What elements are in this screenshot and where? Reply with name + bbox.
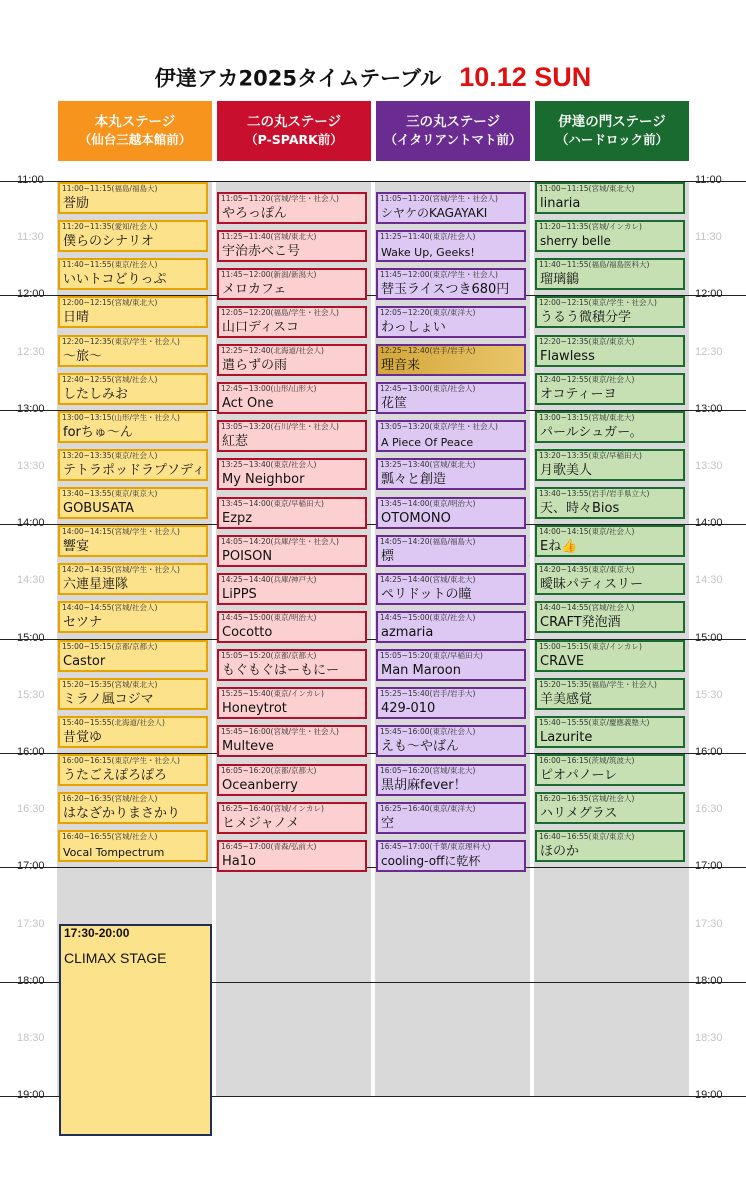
- slot-time: 11:05~11:20(宮城/学生・社会人): [380, 194, 498, 203]
- stage-name: 本丸ステージ: [94, 114, 176, 130]
- slot-time: 11:40~11:55(東京/社会人): [62, 260, 158, 269]
- slot-time: 11:00~11:15(宮城/東北大): [539, 184, 635, 193]
- slot-name: 理音来: [381, 358, 421, 373]
- time-label-left: 17:30: [17, 918, 45, 930]
- performance-slot[interactable]: [58, 373, 208, 405]
- slot-name: 空: [381, 816, 395, 831]
- slot-time: 16:45~17:00(千葉/東京理科大): [380, 842, 491, 851]
- slot-time: 16:45~17:00(青森/弘前大): [221, 842, 317, 851]
- slot-time: 12:05~12:20(東京/東洋大): [380, 308, 476, 317]
- performance-slot[interactable]: [535, 754, 685, 786]
- performance-slot[interactable]: [217, 611, 367, 643]
- slot-time: 13:05~13:20(東京/学生・社会人): [380, 422, 498, 431]
- time-label-right: 11:00: [695, 174, 722, 186]
- slot-name: 瑠璃鶲: [540, 272, 580, 287]
- performance-slot[interactable]: [58, 525, 208, 557]
- performance-slot[interactable]: [58, 754, 208, 786]
- slot-time: 12:20~12:35(東京/東京大): [539, 337, 635, 346]
- slot-time: 15:40~15:55(北海道/社会人): [62, 718, 165, 727]
- performance-slot[interactable]: [535, 830, 685, 862]
- slot-name: CRΔVE: [540, 654, 585, 669]
- performance-slot[interactable]: [376, 687, 526, 719]
- performance-slot[interactable]: [217, 573, 367, 605]
- slot-name: LiPPS: [222, 587, 257, 602]
- performance-slot[interactable]: [217, 268, 367, 300]
- slot-time: 13:40~13:55(岩手/岩手県立大): [539, 489, 650, 498]
- slot-time: 16:05~16:20(宮城/東北大): [380, 766, 476, 775]
- time-label-left: 18:00: [17, 975, 45, 987]
- performance-slot[interactable]: [58, 182, 208, 214]
- performance-slot[interactable]: [535, 296, 685, 328]
- time-label-right: 16:30: [695, 803, 723, 815]
- slot-name: ミラノ風コジマ: [63, 692, 154, 707]
- slot-time: 16:40~16:55(東京/東京大): [539, 832, 635, 841]
- stage-location: （仙台三越本館前）: [78, 132, 192, 147]
- performance-slot[interactable]: [58, 335, 208, 367]
- time-label-right: 17:00: [695, 860, 723, 872]
- slot-name: azmaria: [381, 625, 434, 640]
- slot-time: 12:20~12:35(東京/学生・社会人): [62, 337, 180, 346]
- slot-name: Castor: [63, 654, 106, 669]
- climax-stage-slot[interactable]: [59, 924, 212, 1136]
- slot-time: 14:00~14:15(宮城/学生・社会人): [62, 527, 180, 536]
- time-label-right: 12:00: [695, 288, 723, 300]
- slot-time: 13:25~13:40(東京/社会人): [221, 460, 317, 469]
- time-label-left: 17:00: [17, 860, 45, 872]
- time-label-right: 13:00: [695, 403, 723, 415]
- performance-slot[interactable]: [376, 535, 526, 567]
- slot-time: 13:45~14:00(東京/明治大): [380, 499, 476, 508]
- performance-slot[interactable]: [217, 497, 367, 529]
- slot-time: 14:05~14:20(兵庫/学生・社会人): [221, 537, 339, 546]
- slot-time: 14:20~14:35(東京/東京大): [539, 565, 635, 574]
- slot-name: 山口ディスコ: [222, 320, 299, 335]
- slot-time: 16:20~16:35(宮城/社会人): [62, 794, 158, 803]
- slot-time: 13:00~13:15(山形/学生・社会人): [62, 413, 180, 422]
- slot-name: Oceanberry: [222, 778, 298, 793]
- slot-time: 13:45~14:00(東京/早稲田大): [221, 499, 324, 508]
- stage-name: 三の丸ステージ: [406, 114, 500, 130]
- climax-time: 17:30-20:00: [64, 926, 130, 940]
- slot-name: 曖昧パティスリー: [540, 577, 643, 592]
- slot-time: 11:05~11:20(宮城/学生・社会人): [221, 194, 339, 203]
- slot-name: Lazurite: [540, 730, 593, 745]
- performance-slot[interactable]: [217, 535, 367, 567]
- slot-name: Eね👍: [540, 539, 578, 554]
- slot-name: はなざかりまさかり: [63, 806, 181, 821]
- time-label-left: 15:00: [17, 632, 45, 644]
- performance-slot[interactable]: [376, 725, 526, 757]
- performance-slot[interactable]: [217, 764, 367, 796]
- performance-slot[interactable]: [535, 258, 685, 290]
- performance-slot[interactable]: [58, 830, 208, 862]
- slot-time: 14:20~14:35(宮城/学生・社会人): [62, 565, 180, 574]
- slot-name: ハリメグラス: [540, 806, 618, 821]
- slot-time: 13:20~13:35(東京/社会人): [62, 451, 158, 460]
- performance-slot[interactable]: [535, 487, 685, 519]
- stage-name: 二の丸ステージ: [247, 114, 341, 130]
- slot-name: Man Maroon: [381, 663, 461, 678]
- slot-name: OTOMONO: [381, 511, 451, 526]
- time-label-right: 19:00: [695, 1089, 723, 1101]
- slot-time: 16:00~16:15(茨城/筑波大): [539, 756, 635, 765]
- slot-time: 12:25~12:40(北海道/社会人): [221, 346, 324, 355]
- time-label-left: 11:00: [17, 174, 44, 186]
- performance-slot[interactable]: [535, 182, 685, 214]
- time-label-left: 14:00: [17, 517, 45, 529]
- slot-name: sherry belle: [540, 234, 611, 248]
- time-label-right: 12:30: [695, 346, 723, 358]
- performance-slot[interactable]: [535, 716, 685, 748]
- performance-slot[interactable]: [217, 306, 367, 338]
- performance-slot[interactable]: [376, 230, 526, 262]
- slot-time: 11:25~11:40(東京/社会人): [380, 232, 476, 241]
- time-label-right: 14:30: [695, 574, 723, 586]
- performance-slot[interactable]: [217, 802, 367, 834]
- slot-name: forちゅ～ん: [63, 425, 133, 440]
- performance-slot[interactable]: [58, 449, 208, 481]
- time-label-left: 16:00: [17, 746, 45, 758]
- slot-name: わっしょい: [381, 320, 446, 335]
- slot-time: 14:45~15:00(東京/社会人): [380, 613, 476, 622]
- slot-time: 15:00~15:15(京都/京都大): [62, 642, 158, 651]
- performance-slot[interactable]: [58, 411, 208, 443]
- slot-time: 13:05~13:20(石川/学生・社会人): [221, 422, 339, 431]
- slot-time: 12:25~12:40(岩手/岩手大): [380, 346, 476, 355]
- slot-time: 16:20~16:35(宮城/社会人): [539, 794, 635, 803]
- performance-slot[interactable]: [535, 601, 685, 633]
- slot-name: 黒胡麻fever！: [381, 778, 467, 793]
- slot-name: うるう微積分学: [540, 310, 632, 325]
- slot-name: Vocal Tompectrum: [63, 846, 165, 859]
- slot-name: 六連星連隊: [63, 577, 129, 592]
- performance-slot[interactable]: [376, 382, 526, 414]
- time-label-left: 14:30: [17, 574, 45, 586]
- slot-name: 響宴: [63, 539, 90, 554]
- slot-name: Ha1o: [222, 854, 256, 869]
- slot-time: 15:25~15:40(岩手/岩手大): [380, 689, 476, 698]
- time-label-right: 18:30: [695, 1032, 723, 1044]
- performance-slot[interactable]: [376, 420, 526, 452]
- performance-slot[interactable]: [376, 573, 526, 605]
- slot-name: もぐもぐはーもにー: [222, 663, 340, 678]
- performance-slot[interactable]: [217, 458, 367, 490]
- slot-time: 15:45~16:00(東京/社会人): [380, 727, 476, 736]
- slot-time: 11:20~11:35(宮城/インカレ): [539, 222, 642, 231]
- performance-slot[interactable]: [58, 220, 208, 252]
- slot-time: 14:05~14:20(福島/福島大): [380, 537, 476, 546]
- slot-time: 12:45~13:00(東京/社会人): [380, 384, 476, 393]
- performance-slot[interactable]: [535, 411, 685, 443]
- performance-slot[interactable]: [376, 192, 526, 224]
- stage-header: [376, 101, 530, 161]
- performance-slot[interactable]: [535, 373, 685, 405]
- slot-time: 13:25~13:40(宮城/東北大): [380, 460, 476, 469]
- performance-slot[interactable]: [376, 268, 526, 300]
- slot-name: 宇治赤べこ号: [222, 244, 301, 259]
- slot-name: 僕らのシナリオ: [63, 234, 154, 249]
- slot-name: A Piece Of Peace: [381, 436, 474, 449]
- performance-slot[interactable]: [535, 678, 685, 710]
- slot-name: したしみお: [63, 387, 129, 402]
- slot-name: Multeve: [222, 739, 274, 754]
- performance-slot[interactable]: [217, 230, 367, 262]
- time-label-left: 15:30: [17, 689, 45, 701]
- time-label-right: 15:30: [695, 689, 723, 701]
- performance-slot[interactable]: [535, 792, 685, 824]
- slot-name: cooling-offに乾杯: [381, 854, 481, 868]
- performance-slot[interactable]: [376, 802, 526, 834]
- time-label-left: 16:30: [17, 803, 45, 815]
- stage-header: [58, 101, 212, 161]
- time-label-left: 11:30: [17, 231, 44, 243]
- slot-time: 13:40~13:55(東京/東京大): [62, 489, 158, 498]
- slot-name: Honeytrot: [222, 701, 287, 716]
- slot-name: Flawless: [540, 349, 595, 364]
- performance-slot[interactable]: [58, 792, 208, 824]
- time-label-left: 18:30: [17, 1032, 45, 1044]
- slot-time: 12:05~12:20(福島/学生・社会人): [221, 308, 339, 317]
- performance-slot[interactable]: [58, 296, 208, 328]
- stage-header: [535, 101, 689, 161]
- slot-name: 日晴: [63, 310, 90, 325]
- performance-slot[interactable]: [58, 716, 208, 748]
- climax-name: CLIMAX STAGE: [64, 950, 167, 966]
- hour-line: [0, 867, 746, 868]
- time-label-right: 13:30: [695, 460, 723, 472]
- slot-time: 12:00~12:15(宮城/東北大): [62, 298, 158, 307]
- stage-location: （P-SPARK前）: [245, 132, 343, 147]
- stage-header: [217, 101, 371, 161]
- time-label-left: 12:30: [17, 346, 45, 358]
- slot-name: ペリドットの瞳: [381, 587, 472, 602]
- slot-name: Act One: [222, 396, 274, 411]
- slot-name: 429-010: [381, 701, 436, 716]
- time-label-left: 13:00: [17, 403, 45, 415]
- slot-time: 16:05~16:20(京都/京都大): [221, 766, 317, 775]
- slot-name: 標: [381, 549, 395, 564]
- slot-name: POISON: [222, 549, 273, 564]
- performance-slot[interactable]: [376, 497, 526, 529]
- performance-slot[interactable]: [58, 487, 208, 519]
- slot-name: いいトコどりっぷ: [63, 272, 167, 287]
- slot-time: 14:40~14:55(宮城/社会人): [62, 603, 158, 612]
- slot-time: 14:25~14:40(兵庫/神戸大): [221, 575, 317, 584]
- performance-slot[interactable]: [217, 382, 367, 414]
- slot-time: 12:45~13:00(山形/山形大): [221, 384, 317, 393]
- slot-time: 14:40~14:55(宮城/社会人): [539, 603, 635, 612]
- slot-name: 替玉ライスつき680円: [381, 282, 510, 297]
- slot-time: 15:40~15:55(東京/慶應義塾大): [539, 718, 650, 727]
- slot-name: 天、時々Bios: [540, 501, 620, 516]
- slot-name: Wake Up, Geeks!: [381, 246, 475, 259]
- slot-name: CRAFT発泡酒: [540, 615, 621, 630]
- slot-name: えも～やばん: [381, 739, 460, 754]
- performance-slot[interactable]: [58, 563, 208, 595]
- slot-name: 紅惹: [222, 434, 249, 449]
- slot-name: メロカフェ: [222, 282, 287, 297]
- performance-slot[interactable]: [535, 220, 685, 252]
- slot-name: GOBUSATA: [63, 501, 134, 516]
- time-label-right: 11:30: [695, 231, 722, 243]
- performance-slot[interactable]: [535, 563, 685, 595]
- slot-name: シヤケのKAGAYAKI: [381, 206, 488, 220]
- performance-slot[interactable]: [535, 640, 685, 672]
- slot-time: 16:25~16:40(東京/東洋大): [380, 804, 476, 813]
- performance-slot[interactable]: [217, 420, 367, 452]
- slot-time: 12:00~12:15(東京/学生・社会人): [539, 298, 657, 307]
- slot-name: 月歌美人: [540, 463, 593, 478]
- stage-name: 伊達の門ステージ: [558, 114, 666, 130]
- slot-time: 15:05~15:20(東京/早稲田大): [380, 651, 483, 660]
- slot-name: 羊美感覚: [540, 692, 593, 707]
- performance-slot[interactable]: [535, 335, 685, 367]
- slot-time: 16:25~16:40(宮城/インカレ): [221, 804, 324, 813]
- performance-slot[interactable]: [376, 649, 526, 681]
- slot-time: 15:25~15:40(東京/インカレ): [221, 689, 324, 698]
- slot-time: 11:45~12:00(東京/学生・社会人): [380, 270, 498, 279]
- performance-slot[interactable]: [376, 611, 526, 643]
- performance-slot[interactable]: [58, 640, 208, 672]
- performance-slot[interactable]: [217, 725, 367, 757]
- slot-name: セツナ: [63, 615, 103, 630]
- title-date: 10.12 SUN: [459, 62, 592, 92]
- time-label-right: 14:00: [695, 517, 723, 529]
- slot-time: 14:45~15:00(東京/明治大): [221, 613, 317, 622]
- slot-name: やろっぽん: [222, 206, 288, 221]
- performance-slot[interactable]: [535, 449, 685, 481]
- performance-slot[interactable]: [217, 344, 367, 376]
- performance-slot[interactable]: [217, 192, 367, 224]
- time-label-left: 12:00: [17, 288, 45, 300]
- performance-slot[interactable]: [535, 525, 685, 557]
- time-label-right: 16:00: [695, 746, 723, 758]
- performance-slot[interactable]: [376, 840, 526, 872]
- slot-time: 13:20~13:35(東京/早稲田大): [539, 451, 642, 460]
- slot-time: 16:40~16:55(宮城/社会人): [62, 832, 158, 841]
- performance-slot[interactable]: [376, 344, 526, 376]
- slot-name: 瓢々と創造: [381, 472, 447, 487]
- title-main: 伊達アカ2025タイムテーブル: [154, 66, 442, 91]
- slot-time: 15:45~16:00(宮城/学生・社会人): [221, 727, 339, 736]
- slot-name: ～旅～: [63, 349, 103, 364]
- slot-time: 15:20~15:35(福島/学生・社会人): [539, 680, 657, 689]
- slot-name: パールシュガー。: [540, 425, 643, 440]
- time-label-left: 13:30: [17, 460, 45, 472]
- slot-time: 11:20~11:35(愛知/社会人): [62, 222, 158, 231]
- slot-time: 14:25~14:40(宮城/東北大): [380, 575, 476, 584]
- slot-name: 遣らずの雨: [222, 358, 288, 373]
- stage-location: （イタリアントマト前）: [384, 132, 522, 147]
- slot-time: 16:00~16:15(東京/学生・社会人): [62, 756, 180, 765]
- slot-name: 昔覚ゆ: [63, 730, 103, 745]
- slot-name: 花筐: [381, 396, 408, 411]
- slot-time: 11:45~12:00(新潟/新潟大): [221, 270, 317, 279]
- slot-name: Ezpz: [222, 511, 253, 526]
- slot-time: 15:05~15:20(京都/京都大): [221, 651, 317, 660]
- slot-name: テトラポッドラプソディ: [63, 463, 205, 478]
- performance-slot[interactable]: [58, 258, 208, 290]
- performance-slot[interactable]: [376, 306, 526, 338]
- slot-time: 15:20~15:35(宮城/東北大): [62, 680, 158, 689]
- performance-slot[interactable]: [376, 764, 526, 796]
- slot-time: 11:40~11:55(福島/福島医科大): [539, 260, 650, 269]
- slot-name: オコティーヨ: [540, 387, 617, 402]
- slot-name: ヒメジャノメ: [222, 816, 300, 831]
- slot-name: Cocotto: [222, 625, 273, 640]
- slot-time: 12:40~12:55(宮城/社会人): [62, 375, 158, 384]
- time-label-right: 15:00: [695, 632, 723, 644]
- slot-time: 12:40~12:55(東京/社会人): [539, 375, 635, 384]
- performance-slot[interactable]: [217, 649, 367, 681]
- slot-time: 11:00~11:15(福島/福島大): [62, 184, 158, 193]
- performance-slot[interactable]: [376, 458, 526, 490]
- slot-name: うたごえぽろぽろ: [63, 768, 168, 783]
- slot-name: linaria: [540, 196, 581, 211]
- stage-location: （ハードロック前）: [555, 132, 669, 147]
- performance-slot[interactable]: [58, 678, 208, 710]
- slot-name: 誉励: [63, 196, 90, 211]
- slot-time: 14:00~14:15(東京/社会人): [539, 527, 635, 536]
- performance-slot[interactable]: [217, 687, 367, 719]
- slot-time: 13:00~13:15(宮城/東北大): [539, 413, 635, 422]
- slot-name: ピオパノーレ: [540, 768, 618, 783]
- slot-name: My Neighbor: [222, 472, 305, 487]
- time-label-right: 18:00: [695, 975, 723, 987]
- time-label-right: 17:30: [695, 918, 723, 930]
- page-title: [0, 62, 746, 93]
- slot-time: 15:00~15:15(東京/インカレ): [539, 642, 642, 651]
- performance-slot[interactable]: [58, 601, 208, 633]
- slot-time: 11:25~11:40(宮城/東北大): [221, 232, 317, 241]
- time-label-left: 19:00: [17, 1089, 45, 1101]
- performance-slot[interactable]: [217, 840, 367, 872]
- slot-name: ほのか: [540, 844, 580, 859]
